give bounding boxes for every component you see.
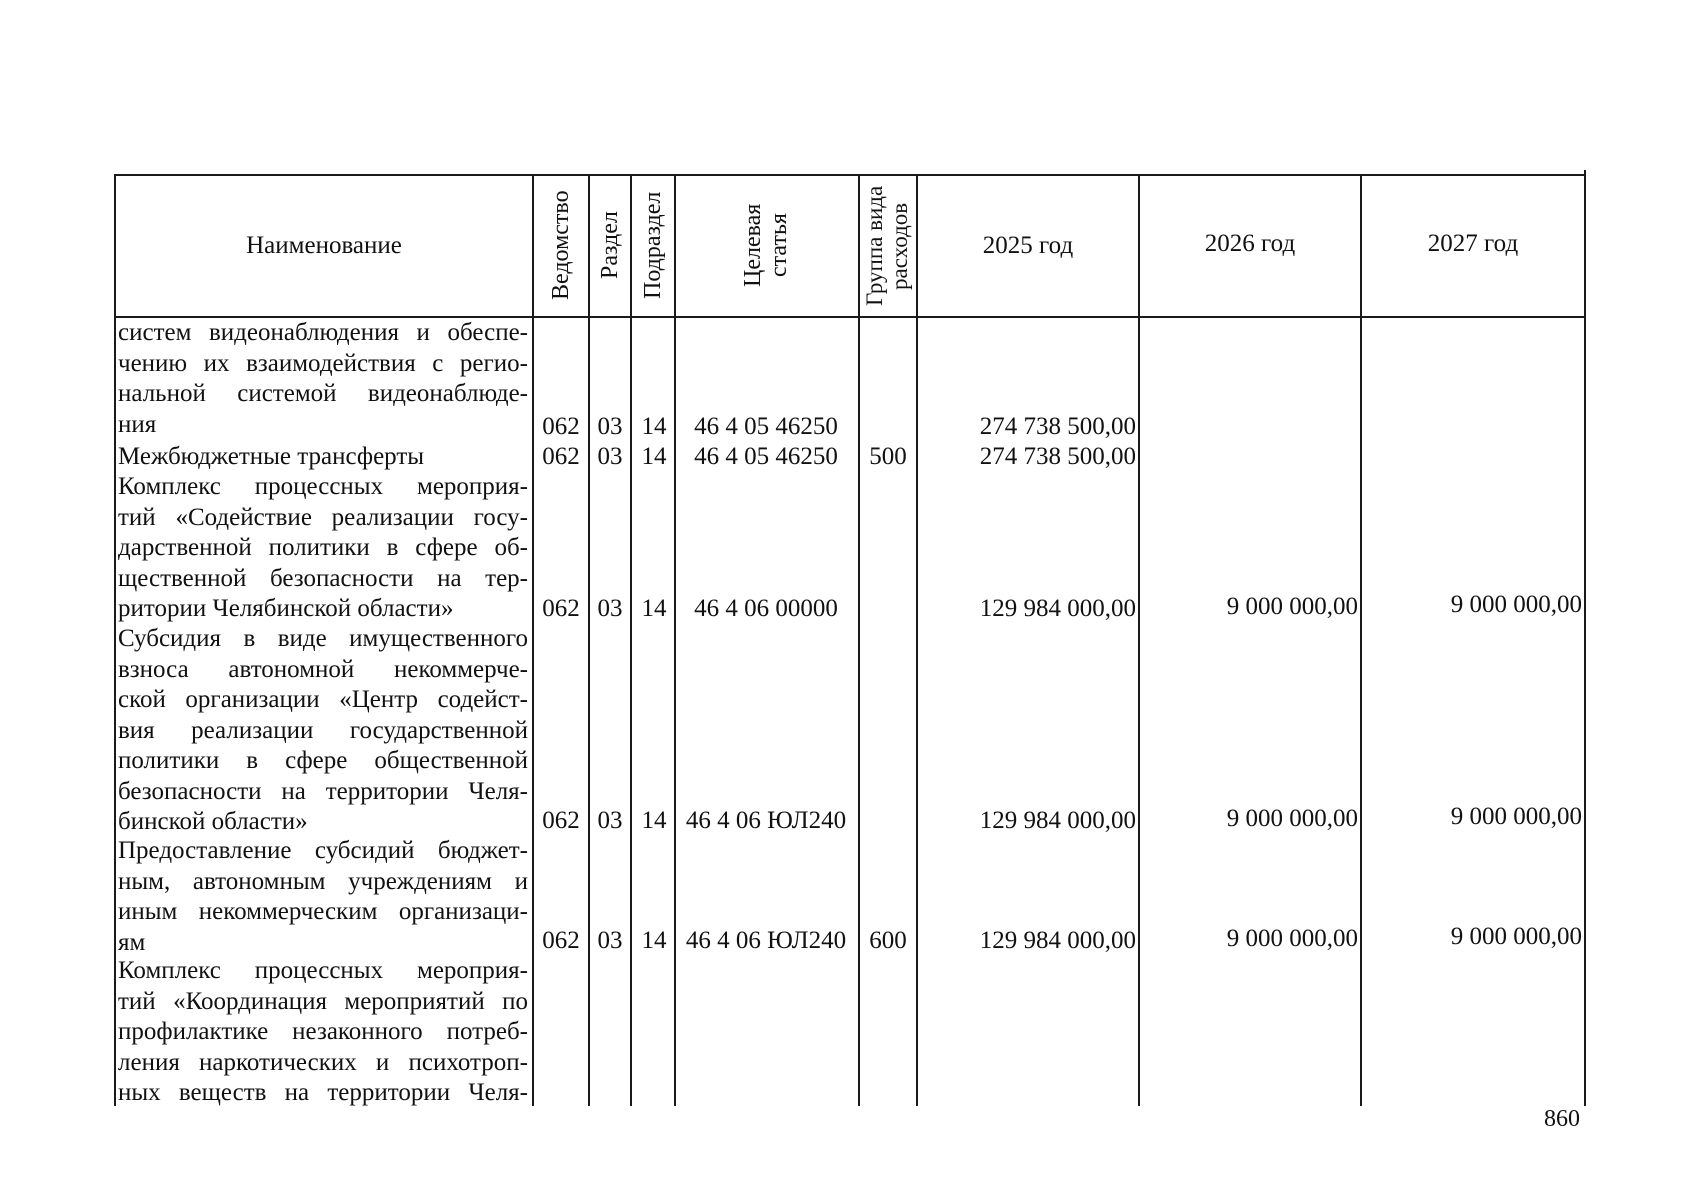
name-line: ритории Челябинской области» (118, 595, 454, 622)
header-gruppa-line2: расходов (887, 202, 912, 290)
table-row-name (118, 472, 528, 625)
cell-ved: 062 (542, 443, 580, 470)
table-row-name (118, 318, 528, 440)
name-line: безопасности на территории Челя- (118, 777, 528, 805)
name-line: ния (118, 410, 157, 438)
name-line: ным, автономным учреждениям и (118, 867, 528, 895)
cell-2025: 274 738 500,00 (979, 443, 1136, 470)
cell-ved: 062 (542, 927, 580, 954)
name-line: чению их взаимодействия с регио- (118, 349, 528, 377)
name-line: тий «Координация мероприятий по (118, 987, 528, 1015)
col-border-2025 (1138, 174, 1140, 1106)
name-line: Комплекс процессных мероприя- (118, 957, 528, 984)
cell-podrazdel: 14 (641, 413, 667, 440)
header-celevaya-line1: Целевая (740, 203, 766, 287)
name-line: политики в сфере общественной (118, 747, 528, 774)
col-border-razdel (630, 174, 632, 1106)
cell-2026: 9 000 000,00 (1226, 925, 1358, 952)
cell-podrazdel: 14 (641, 443, 667, 470)
header-podrazdel: Подраздел (640, 191, 666, 299)
page-number: 860 (1544, 1106, 1580, 1132)
col-border-right (1584, 170, 1586, 1106)
cell-razdel: 03 (597, 413, 623, 440)
cell-2025: 129 984 000,00 (979, 927, 1136, 954)
name-line: ления наркотических и психотроп- (118, 1048, 528, 1076)
cell-2025: 129 984 000,00 (979, 807, 1136, 834)
table-row-name (118, 442, 528, 473)
cell-gruppa: 600 (869, 927, 907, 954)
header-razdel: Раздел (597, 211, 623, 279)
cell-razdel: 03 (597, 807, 623, 834)
name-line: профилактике незаконного потреб- (118, 1018, 528, 1045)
header-gruppa (862, 176, 914, 316)
table-top-border (114, 174, 1586, 176)
name-line: систем видеонаблюдения и обеспе- (118, 319, 528, 346)
name-line: иным некоммерческим организаци- (118, 898, 528, 925)
cell-2025: 274 738 500,00 (979, 413, 1136, 440)
name-line: Предоставление субсидий бюджет- (118, 837, 528, 864)
header-2025: 2025 год (982, 232, 1074, 259)
cell-podrazdel: 14 (641, 595, 667, 622)
header-name: Наименование (246, 232, 402, 259)
name-line: Субсидия в виде имущественного (118, 625, 528, 652)
cell-ved: 062 (542, 413, 580, 440)
name-line: ных веществ на территории Челя- (118, 1079, 528, 1106)
cell-2027: 9 000 000,00 (1450, 591, 1582, 618)
name-line: Комплекс процессных мероприя- (118, 473, 528, 500)
name-line: ям (118, 928, 146, 956)
name-line: вия реализации государственной (118, 716, 528, 744)
header-celevaya-line2: статья (766, 213, 792, 277)
name-line: нальной системой видеонаблюде- (118, 380, 528, 407)
col-border-left (114, 174, 116, 1106)
header-ved: Ведомство (548, 190, 574, 300)
table-row-name (118, 956, 528, 1109)
cell-celevaya: 46 4 06 00000 (694, 595, 838, 622)
cell-2025: 129 984 000,00 (979, 595, 1136, 622)
cell-razdel: 03 (597, 443, 623, 470)
cell-ved: 062 (542, 807, 580, 834)
cell-celevaya: 46 4 05 46250 (694, 443, 838, 470)
cell-2027: 9 000 000,00 (1450, 923, 1582, 950)
cell-razdel: 03 (597, 927, 623, 954)
cell-2026: 9 000 000,00 (1226, 593, 1358, 620)
col-border-podrazdel (674, 174, 676, 1106)
header-2027: 2027 год (1427, 230, 1519, 257)
header-celevaya (740, 180, 792, 310)
header-2026: 2026 год (1204, 230, 1296, 257)
name-line: дарственной политики в сфере об- (118, 534, 528, 561)
table-row-name (118, 624, 528, 838)
cell-celevaya: 46 4 05 46250 (694, 413, 838, 440)
cell-razdel: 03 (597, 595, 623, 622)
cell-ved: 062 (542, 595, 580, 622)
col-border-name (532, 174, 534, 1106)
col-border-celevaya (858, 174, 860, 1106)
header-gruppa-line1: Группа вида (862, 185, 887, 307)
cell-podrazdel: 14 (641, 807, 667, 834)
name-line: щественной безопасности на тер- (118, 564, 528, 592)
col-border-gruppa (916, 174, 918, 1106)
cell-podrazdel: 14 (641, 927, 667, 954)
name-line: взноса автономной некоммерче- (118, 655, 528, 683)
cell-celevaya: 46 4 06 ЮЛ240 (685, 807, 847, 834)
name-line: Межбюджетные трансферты (118, 443, 425, 470)
cell-celevaya: 46 4 06 ЮЛ240 (685, 927, 847, 954)
col-border-2026 (1360, 174, 1362, 1106)
name-line: бинской области» (118, 808, 308, 835)
cell-gruppa: 500 (869, 443, 907, 470)
name-line: тий «Содействие реализации госу- (118, 503, 528, 531)
cell-2026: 9 000 000,00 (1226, 805, 1358, 832)
name-line: ской организации «Центр содейст- (118, 686, 528, 713)
cell-2027: 9 000 000,00 (1450, 803, 1582, 830)
table-row-name (118, 836, 528, 958)
col-border-ved (588, 174, 590, 1106)
